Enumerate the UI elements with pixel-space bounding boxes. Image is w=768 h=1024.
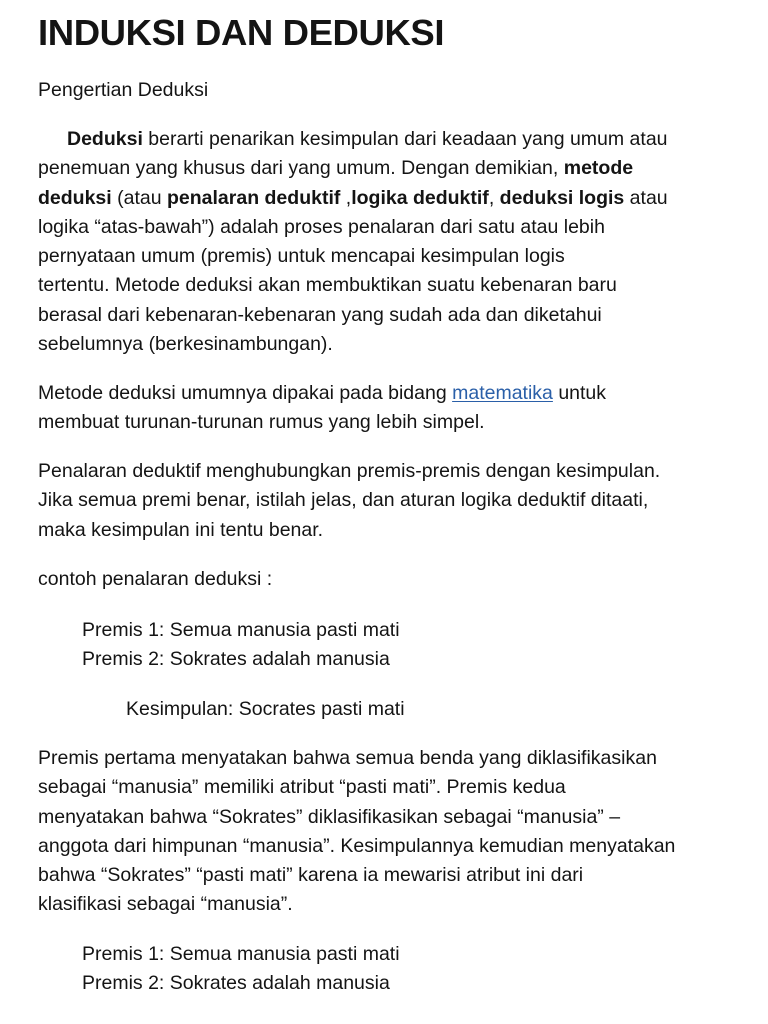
conclusion: Kesimpulan: Socrates pasti mati: [126, 698, 405, 720]
bold-term: metode: [563, 157, 634, 180]
paragraph-reasoning: [38, 457, 738, 545]
section-subtitle: Pengertian Deduksi: [38, 79, 209, 101]
paragraph-line: Premis pertama menyatakan bahwa semua benda yang diklasifikasikan: [38, 747, 657, 769]
bold-term: penalaran deduktif: [166, 186, 341, 209]
paragraph-line: maka kesimpulan ini tentu benar.: [38, 518, 324, 541]
paragraph-line: sebelumnya (berkesinambungan).: [38, 333, 333, 356]
paragraph-line: Deduksi berarti penarikan kesimpulan dari keadaan yang umum atau: [67, 128, 668, 150]
paragraph-line: berasal dari kebenaran-kebenaran yang sudah ada dan diketahui: [38, 303, 602, 326]
paragraph-usage: [38, 379, 738, 438]
premise-2: Premis 2: Sokrates adalah manusia: [82, 972, 390, 994]
paragraph-line: anggota dari himpunan “manusia”. Kesimpulannya kemudian menyatakan: [38, 834, 676, 857]
bold-term: deduksi: [38, 186, 112, 209]
paragraph-line: bahwa “Sokrates” “pasti mati” karena ia mewarisi atribut ini dari: [38, 864, 584, 887]
paragraph-line: Penalaran deduktif menghubungkan premis-premis dengan kesimpulan.: [38, 460, 661, 482]
paragraph-line: Jika semua premi benar, istilah jelas, dan aturan logika deduktif ditaati,: [38, 489, 649, 512]
paragraph-line: tertentu. Metode deduksi akan membuktikan suatu kebenaran baru: [38, 274, 617, 297]
premise-1: Premis 1: Semua manusia pasti mati: [82, 619, 400, 641]
matematika-link[interactable]: matematika: [452, 382, 553, 404]
bold-term: deduksi logis: [499, 186, 625, 209]
paragraph-line: klasifikasi sebagai “manusia”.: [38, 893, 293, 916]
example-intro: contoh penalaran deduksi :: [38, 568, 273, 590]
premise-2: Premis 2: Sokrates adalah manusia: [82, 648, 390, 670]
paragraph-line: menyatakan bahwa “Sokrates” diklasifikasikan sebagai “manusia” –: [38, 805, 621, 828]
paragraph-line: logika “atas-bawah”) adalah proses penalaran dari satu atau lebih: [38, 215, 605, 238]
paragraph-line: sebagai “manusia” memiliki atribut “pasti mati”. Premis kedua: [38, 776, 566, 799]
bold-term: logika deduktif: [351, 186, 489, 209]
paragraph-line: membuat turunan-turunan rumus yang lebih simpel.: [38, 411, 485, 434]
premise-1: Premis 1: Semua manusia pasti mati: [82, 943, 400, 965]
paragraph-line: pernyataan umum (premis) untuk mencapai kesimpulan logis: [38, 245, 565, 268]
paragraph-definition: [38, 125, 738, 359]
bold-term: Deduksi: [67, 128, 143, 150]
paragraph-line: penemuan yang khusus dari yang umum. Dengan demikian, metode: [38, 157, 634, 180]
paragraph-explanation: [38, 744, 738, 920]
paragraph-line: Metode deduksi umumnya dipakai pada bidang matematika untuk: [38, 382, 607, 404]
paragraph-line: deduksi (atau penalaran deduktif ,logika deduktif, deduksi logis atau: [38, 186, 668, 209]
page-title: INDUKSI DAN DEDUKSI: [38, 12, 445, 53]
